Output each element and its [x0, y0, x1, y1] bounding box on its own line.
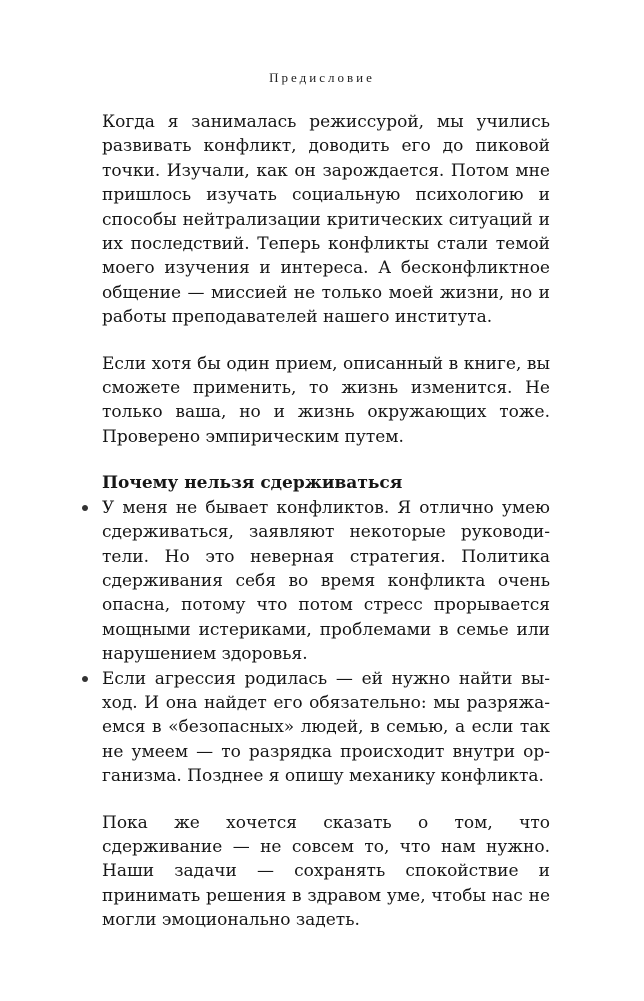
- list-item-text: Если агрессия родилась — ей нужно найти выход. И она найдет его обязательно: мы разряжаемся в «безопасных» людей, в семью, а если так не умеем — то разрядка происходит внутри организма. Позднее я опишу механику конфликта.: [102, 668, 550, 787]
- paragraph-gap: [102, 789, 550, 811]
- paragraph-method: Если хотя бы один прием, описанный в книге, вы сможете применить, то жизнь изменится. Не только ваша, но и жизнь окружающих тоже. Проверено эмпирическим путем.: [102, 353, 550, 447]
- bullet-list: [102, 496, 550, 789]
- bullet-dot-icon: [82, 676, 88, 682]
- paragraph-intro: Когда я занималась режиссурой, мы учились развивать конфликт, доводить его до пиковой точки. Изучали, как он зарождается. Потом мне пришлось изучать социальную психологию и способы нейтрализации критических ситуаций и их последствий. Теперь конфликты стали темой моего изучения и интереса. А бесконфликтное общение — миссией не только моей жизни, но и работы преподавателей нашего института.: [102, 112, 550, 328]
- bullet-dot-icon: [82, 505, 88, 511]
- page-body: [102, 110, 550, 933]
- paragraph-conclusion: Пока же хочется сказать о том, что сдерживание — не совсем то, что нам нужно. Наши задачи — сохранять спокойствие и принимать решения в здравом уме, чтобы нас не могли эмоционально задеть.: [102, 812, 550, 931]
- paragraph-gap: [102, 330, 550, 352]
- list-item: [102, 667, 550, 789]
- section-heading: Почему нельзя сдерживаться: [102, 473, 403, 494]
- paragraph-gap: [102, 449, 550, 471]
- running-head: Предисловие: [269, 70, 375, 85]
- list-item: [102, 496, 550, 667]
- list-item-text: У меня не бывает конфликтов. Я отлично умею сдерживаться, заявляют некоторые руководители. Но это неверная стратегия. Политика сдерживания себя во время конфликта очень опасна, потому что потом стресс прорывается мощными истериками, проблемами в семье или нарушением здоровья.: [102, 497, 550, 665]
